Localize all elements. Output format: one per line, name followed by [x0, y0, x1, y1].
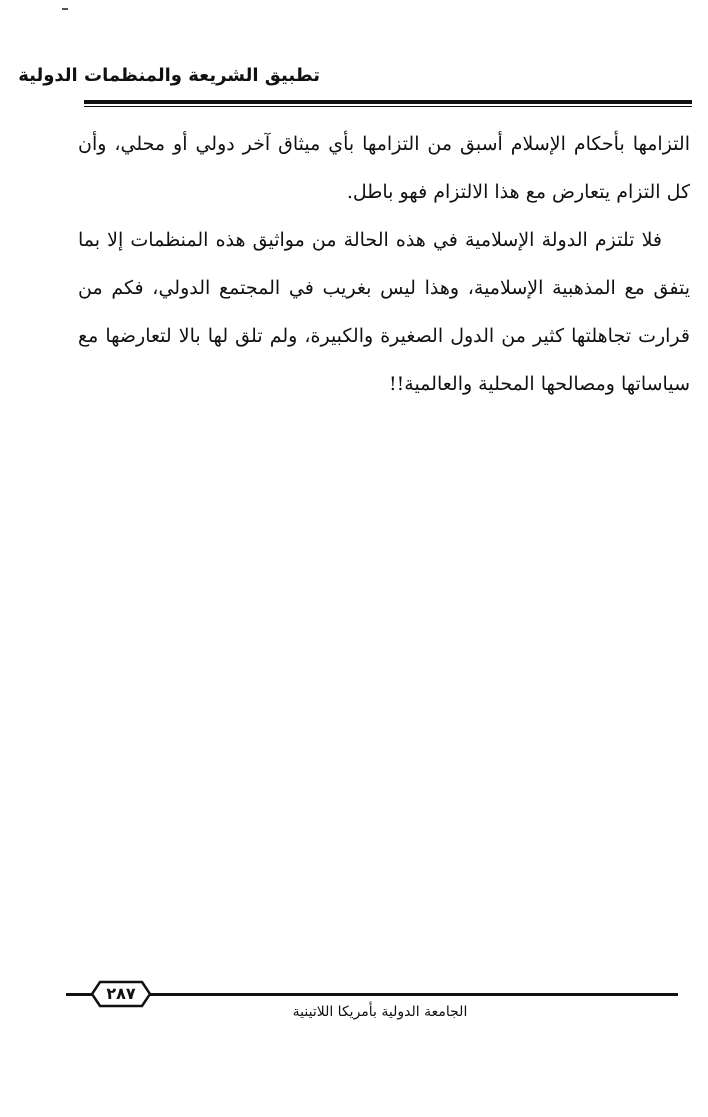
body-text [78, 120, 690, 408]
page-number: ٢٨٧ [106, 984, 136, 1003]
page-number-frame [90, 980, 152, 1008]
header-rule-thin [84, 106, 692, 107]
paragraph: فلا تلتزم الدولة الإسلامية في هذه الحالة من مواثيق هذه المنظمات إلا بما يتفق مع المذهبية الإسلامية، وهذا ليس بغريب في المجتمع الدولي، فكم من قرارت تجاهلتها كثير من الدول الصغيرة والكبيرة، ولم تلق لها بالا لتعارضها مع سياساتها ومصالحها المحلية والعالمية!! [78, 229, 690, 395]
header-rule [84, 100, 692, 104]
running-header-title: تطبيق الشريعة والمنظمات الدولية [18, 65, 320, 86]
footer-rule-left [66, 993, 92, 996]
paragraph: التزامها بأحكام الإسلام أسبق من التزامها بأي ميثاق آخر دولي أو محلي، وأن كل التزام يتعارض مع هذا الالتزام فهو باطل. [78, 133, 690, 203]
footer-rule-right [150, 993, 678, 996]
footer-publisher: الجامعة الدولية بأمريكا اللاتينية [292, 1004, 468, 1020]
scan-mark [62, 8, 68, 10]
